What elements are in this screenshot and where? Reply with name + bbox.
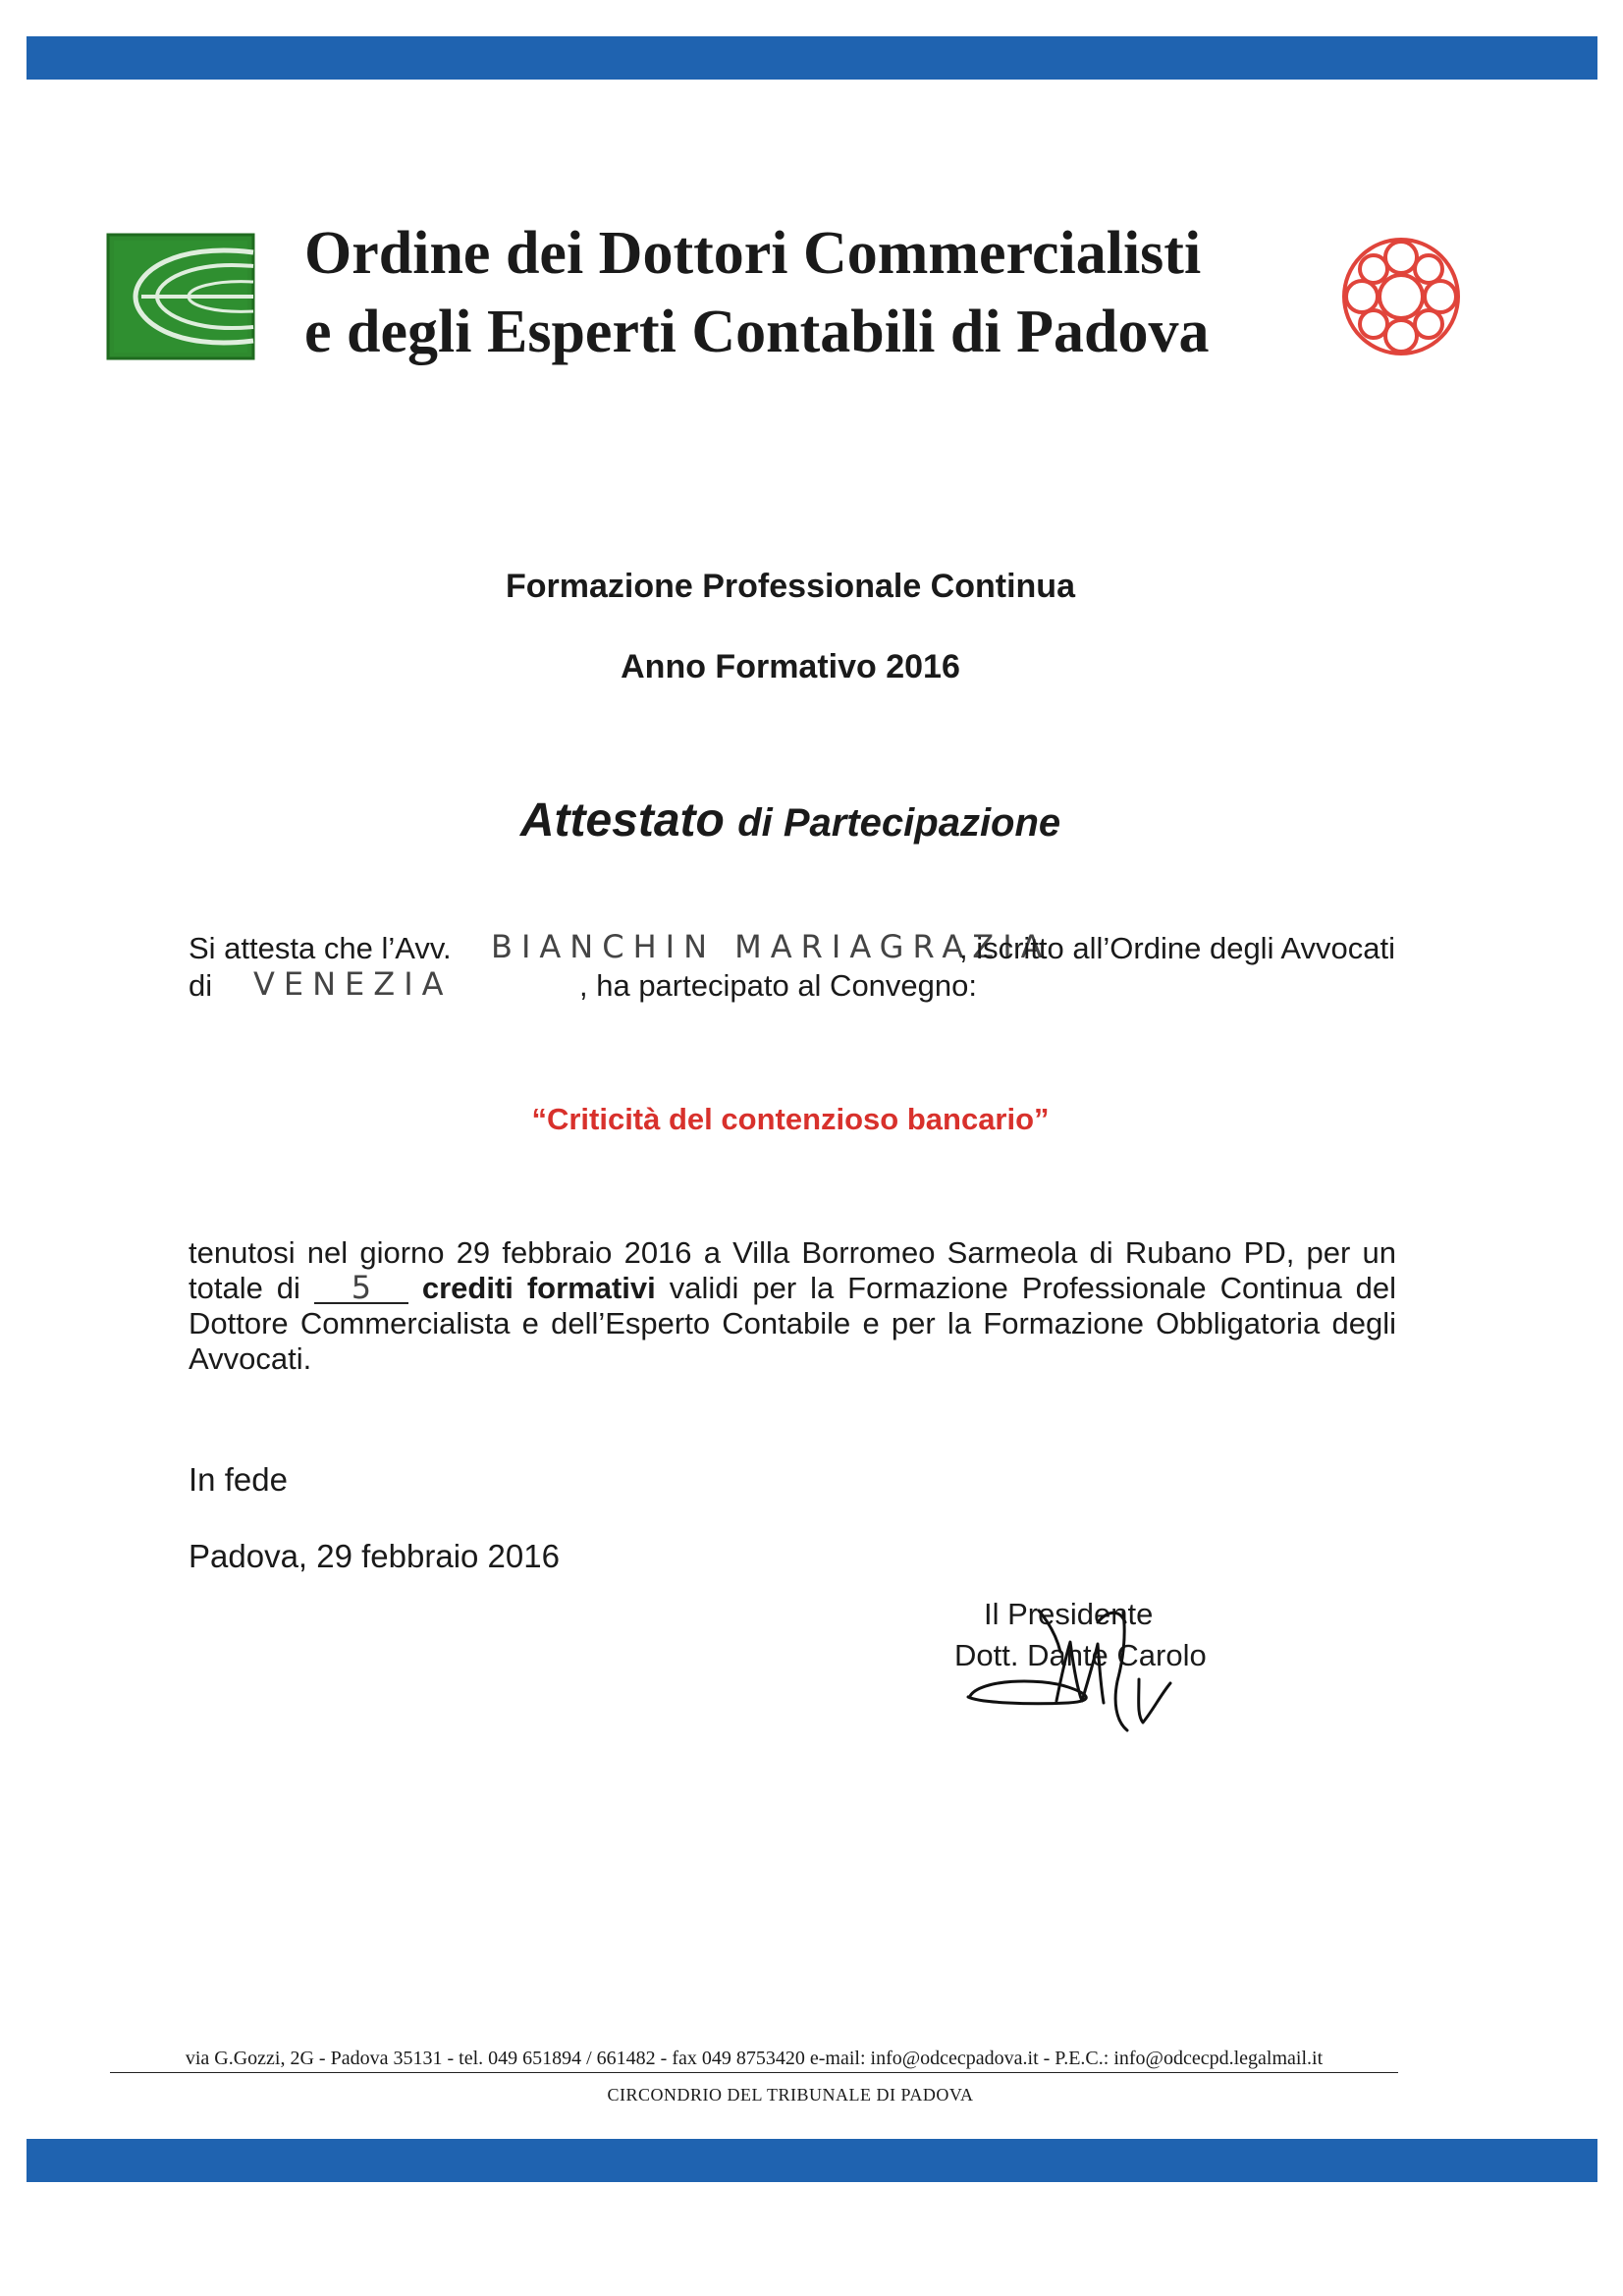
certificate-word-partecipazione: di Partecipazione: [737, 801, 1061, 845]
footer-address: via G.Gozzi, 2G - Padova 35131 - tel. 049 651894 / 661482 - fax 049 8753420 e-mail: info@odcecpadova.it - P.E.C.: info@odcecpd.legalmail.it: [110, 2048, 1398, 2073]
president-name: Dott. Dante Carolo: [954, 1638, 1207, 1672]
president-title: Il Presidente: [984, 1597, 1154, 1631]
details-paragraph: [189, 1235, 1396, 1377]
attendee-name-handwritten: BIANCHIN MARIAGRAZIA: [491, 928, 1052, 965]
green-arch-logo-icon: [106, 233, 255, 360]
bottom-blue-band: [27, 2139, 1597, 2182]
details-part2: validi per la Formazione Professionale Continua del Dottore Commercialista e dell’Esperto Contabile e per la Formazione Obbligatoria degli Avvocati.: [189, 1271, 1397, 1376]
place-date: Padova, 29 febbraio 2016: [189, 1538, 560, 1574]
participation-text: , ha partecipato al Convegno:: [579, 968, 977, 1003]
red-knot-seal-icon: [1332, 228, 1470, 365]
org-title-line2: e degli Esperti Contabili di Padova: [304, 299, 1210, 365]
certificate-word-attestato: Attestato: [519, 794, 725, 847]
year-heading: Anno Formativo 2016: [621, 648, 960, 685]
program-heading: Formazione Professionale Continua: [506, 568, 1075, 605]
footer-district: CIRCONDRIO DEL TRIBUNALE DI PADOVA: [607, 2085, 974, 2105]
details-part1: tenutosi nel giorno 29 febbraio 2016 a Villa Borromeo Sarmeola di Rubano PD, per un totale di: [189, 1235, 1396, 1305]
di-label: di: [189, 968, 213, 1003]
bar-city-handwritten: VENEZIA: [253, 965, 453, 1003]
organization-title: [304, 214, 1325, 371]
intro-prefix: Si attesta che l’Avv.: [189, 931, 452, 965]
top-blue-band: [27, 36, 1597, 80]
handwritten-signature: [950, 1593, 1206, 1750]
org-title-line1: Ordine dei Dottori Commercialisti: [304, 220, 1202, 287]
event-title: “Criticità del contenzioso bancario”: [531, 1102, 1050, 1136]
certificate-heading: [0, 793, 1581, 847]
credits-value-handwritten: 5: [314, 1273, 408, 1304]
intro-suffix: , iscritto all’Ordine degli Avvocati: [959, 931, 1395, 965]
closing-text: In fede: [189, 1461, 288, 1498]
credits-label: crediti formativi: [421, 1271, 656, 1305]
